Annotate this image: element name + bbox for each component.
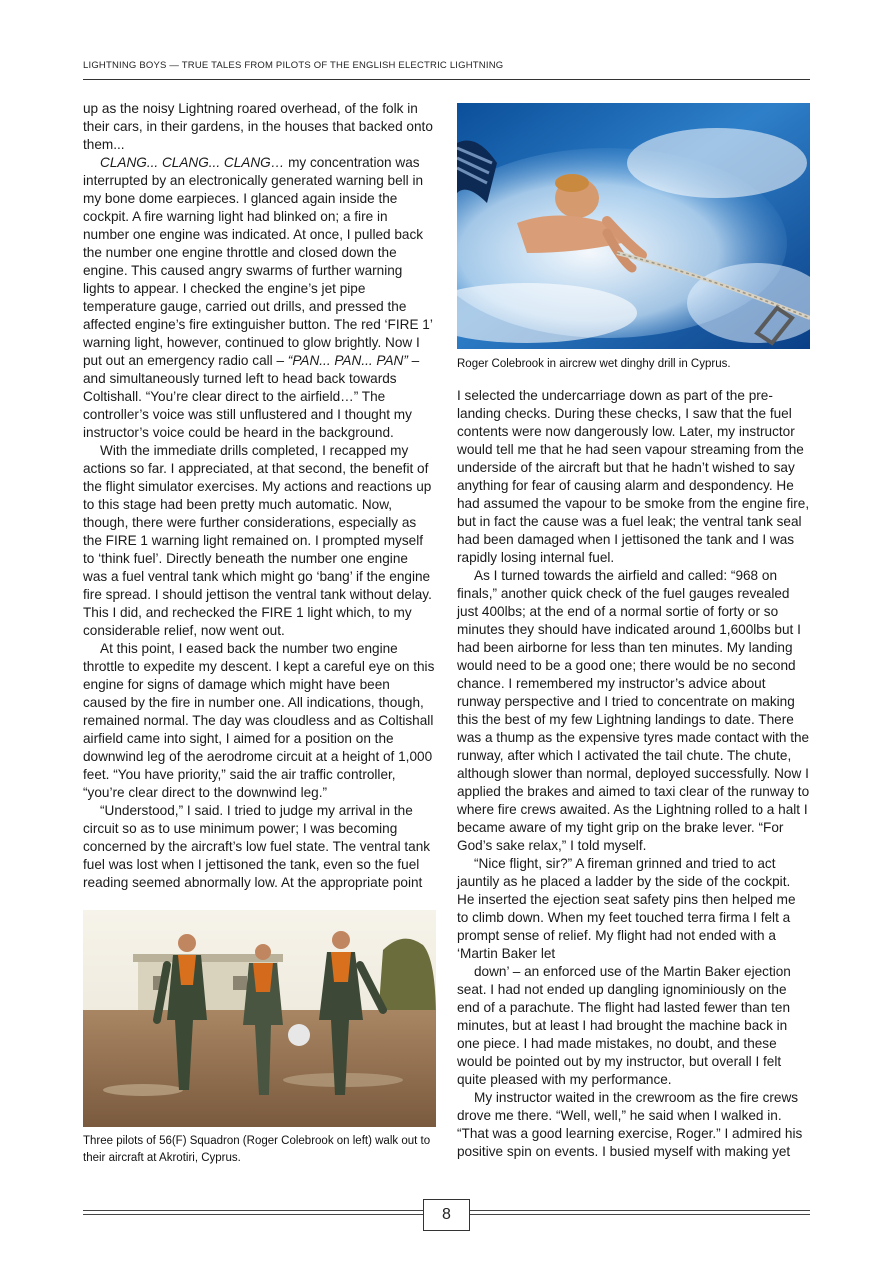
paragraph: I selected the undercarriage down as part of the pre-landing checks. During these checks, I saw that the fuel contents were now dangerously low. Later, my instructor would tell me that he had seen vapour streaming from the underside of the aircraft but that he hadn’t wished to say anything for fear of causing alarm and despondency. He had assumed the vapour to be smoke from the engine fire, but in fact the cause was a fuel leak; the ventral tank seal had been damaged when I jettisoned the tank and I was rapidly losing internal fuel. xyxy=(457,388,810,565)
header-rule xyxy=(83,79,810,80)
pilots-photo-caption: Three pilots of 56(F) Squadron (Roger Colebrook on left) walk out to their aircraft at Akrotiri, Cyprus. xyxy=(83,1135,431,1164)
paragraph: up as the noisy Lightning roared overhead, of the folk in their cars, in their gardens, in the houses that backed onto them... xyxy=(83,101,433,152)
paragraph: “Understood,” I said. I tried to judge my arrival in the circuit so as to use minimum power; I was becoming concerned by the aircraft’s low fuel state. The ventral tank fuel was lost when I jettisoned the tank, even so the fuel reading seemed abnormally low. At the appropriate point xyxy=(83,803,431,890)
page-number: 8 xyxy=(423,1199,470,1231)
paragraph xyxy=(83,154,435,442)
running-header: LIGHTNING BOYS — TRUE TALES FROM PILOTS OF THE ENGLISH ELECTRIC LIGHTNING xyxy=(83,60,504,71)
dinghy-photo-caption: Roger Colebrook in aircrew wet dinghy drill in Cyprus. xyxy=(457,358,731,370)
footer-rule-left xyxy=(83,1214,423,1215)
left-column xyxy=(83,100,435,892)
paragraph-text: – and simultaneously turned left to head back towards Coltishall. “You’re clear direct to the airfield…” The controller’s voice was still unflustered and I thought my instructor’s voice could be heard in the background. xyxy=(83,353,420,440)
paragraph: “Nice flight, sir?” A fireman grinned and tried to act jauntily as he placed a ladder by the side of the cockpit. He inserted the ejection seat safety pins then helped me to climb down. When my feet touched terra firma I felt a prompt sense of relief. My flight had not ended with a ‘Martin Baker let xyxy=(457,856,796,961)
right-column xyxy=(457,387,810,1161)
three-pilots-photo xyxy=(83,910,436,1127)
paragraph: As I turned towards the airfield and called: “968 on finals,” another quick check of the fuel gauges revealed just 400lbs; at the end of a normal sortie of forty or so minutes they should have indicated around 1,600lbs but I had been airborne for less than ten minutes. My landing would need to be a good one; there would be no second chance. I remembered my instructor’s advice about runway perspective and I tried to concentrate on making this the best of my few Lightning landings to date. There was a thump as the expensive tyres made contact with the runway, after which I activated the tail chute. The chute, although slower than normal, deployed successfully. Now I applied the brakes and aimed to taxi clear of the runway to where fire crews awaited. As the Lightning rolled to a halt I became aware of my tight grip on the brake lever. “For God’s sake relax,” I told myself. xyxy=(457,568,810,853)
dinghy-drill-photo xyxy=(457,103,810,349)
paragraph: My instructor waited in the crewroom as the fire crews drove me there. “Well, well,” he said when I walked in. “That was a good learning exercise, Roger.” I admired his positive spin on events. I busied myself with making yet xyxy=(457,1090,803,1159)
pan-call-text: “PAN... PAN... PAN” xyxy=(287,353,408,368)
paragraph: down’ – an enforced use of the Martin Baker ejection seat. I had not ended up dangling ignominiously on the end of a parachute. The flight had lasted fewer than ten minutes, but at least I had brought the machine back in one piece. I had made mistakes, no doubt, and these would be pointed out by my instructor, but overall I felt quite pleased with my performance. xyxy=(457,964,791,1087)
footer-rule-left xyxy=(83,1210,423,1211)
paragraph: At this point, I eased back the number two engine throttle to expedite my descent. I kept a careful eye on this engine for signs of damage which might have been caused by the fire in number one. All indications, though, remained normal. The day was cloudless and as Coltishall airfield came into sight, I aimed for a position on the downwind leg of the aerodrome circuit at a height of 1,000 feet. “You have priority,” said the air traffic controller, “you’re clear direct to the downwind leg.” xyxy=(83,641,435,800)
footer-rule-right xyxy=(469,1210,810,1211)
paragraph-text: my concentration was interrupted by an electronically generated warning bell in my bone dome earpieces. I glanced again inside the cockpit. A fire warning light had blinked on; a fire in number one engine was indicated. At once, I pulled back the number one engine throttle and closed down the engine. This caused angry swarms of further warning lights to appear. I checked the engine’s jet pipe temperature gauge, carried out drills, and pressed the affected engine’s fire extinguisher button. The red ‘FIRE 1’ warning light, however, continued to glow brightly. Now I put out an emergency radio call – xyxy=(83,155,433,368)
clang-text: CLANG... CLANG... CLANG… xyxy=(100,155,285,170)
paragraph: With the immediate drills completed, I recapped my actions so far. I appreciated, at that second, the benefit of the flight simulator exercises. My actions and reactions up to this stage had been pretty much automatic. Now, though, there were further considerations, especially as the FIRE 1 warning light remained on. I prompted myself to ‘think fuel’. Directly beneath the number one engine was a fuel ventral tank which might go ‘bang’ if the engine fire spread. I should jettison the ventral tank without delay. This I did, and rechecked the FIRE 1 light which, to my considerable relief, now went out. xyxy=(83,443,432,638)
footer-rule-right xyxy=(469,1214,810,1215)
